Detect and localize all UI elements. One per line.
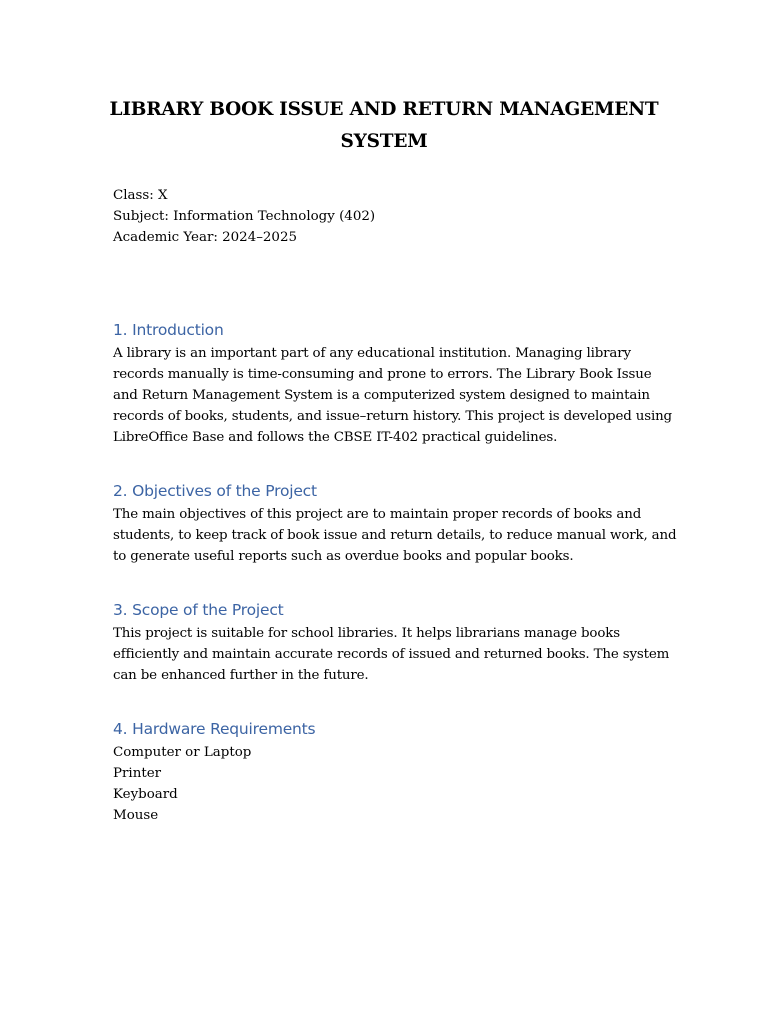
section-introduction <box>113 320 672 448</box>
section-paragraph <box>113 504 677 567</box>
list-item: Keyboard <box>113 787 178 802</box>
paragraph-line: LibreOffice Base and follows the CBSE IT-402 practical guidelines. <box>113 430 558 445</box>
section-hardware-requirements <box>113 719 668 826</box>
paragraph-line: and Return Management System is a computerized system designed to maintain <box>113 388 650 403</box>
paragraph-line: can be enhanced further in the future. <box>113 668 369 683</box>
document-title <box>100 94 668 158</box>
paragraph-line: efficiently and maintain accurate records of issued and returned books. The system <box>113 647 670 662</box>
section-paragraph <box>113 343 672 448</box>
section-heading: 2. Objectives of the Project <box>113 482 317 500</box>
paragraph-line: records of books, students, and issue–return history. This project is developed using <box>113 409 672 424</box>
section-objectives <box>113 481 677 567</box>
paragraph-line: This project is suitable for school libraries. It helps librarians manage books <box>113 626 620 641</box>
paragraph-line: A library is an important part of any educational institution. Managing library <box>113 346 631 361</box>
section-heading: 1. Introduction <box>113 321 224 339</box>
paragraph-line: students, to keep track of book issue and return details, to reduce manual work, and <box>113 528 677 543</box>
hardware-list <box>113 742 668 826</box>
paragraph-line: The main objectives of this project are to maintain proper records of books and <box>113 507 642 522</box>
paragraph-line: to generate useful reports such as overdue books and popular books. <box>113 549 574 564</box>
subject-info: Subject: Information Technology (402) <box>113 209 376 224</box>
class-info: Class: X <box>113 188 168 203</box>
title-line-2: SYSTEM <box>340 131 428 152</box>
list-item: Mouse <box>113 808 159 823</box>
section-heading: 4. Hardware Requirements <box>113 720 316 738</box>
list-item: Computer or Laptop <box>113 745 252 760</box>
list-item: Printer <box>113 766 162 781</box>
paragraph-line: records manually is time-consuming and prone to errors. The Library Book Issue <box>113 367 652 382</box>
section-heading: 3. Scope of the Project <box>113 601 284 619</box>
section-paragraph <box>113 623 668 686</box>
section-scope <box>113 600 668 686</box>
document-meta <box>113 185 673 248</box>
academic-year-info: Academic Year: 2024–2025 <box>113 230 297 245</box>
title-line-1: LIBRARY BOOK ISSUE AND RETURN MANAGEMENT <box>109 99 659 120</box>
